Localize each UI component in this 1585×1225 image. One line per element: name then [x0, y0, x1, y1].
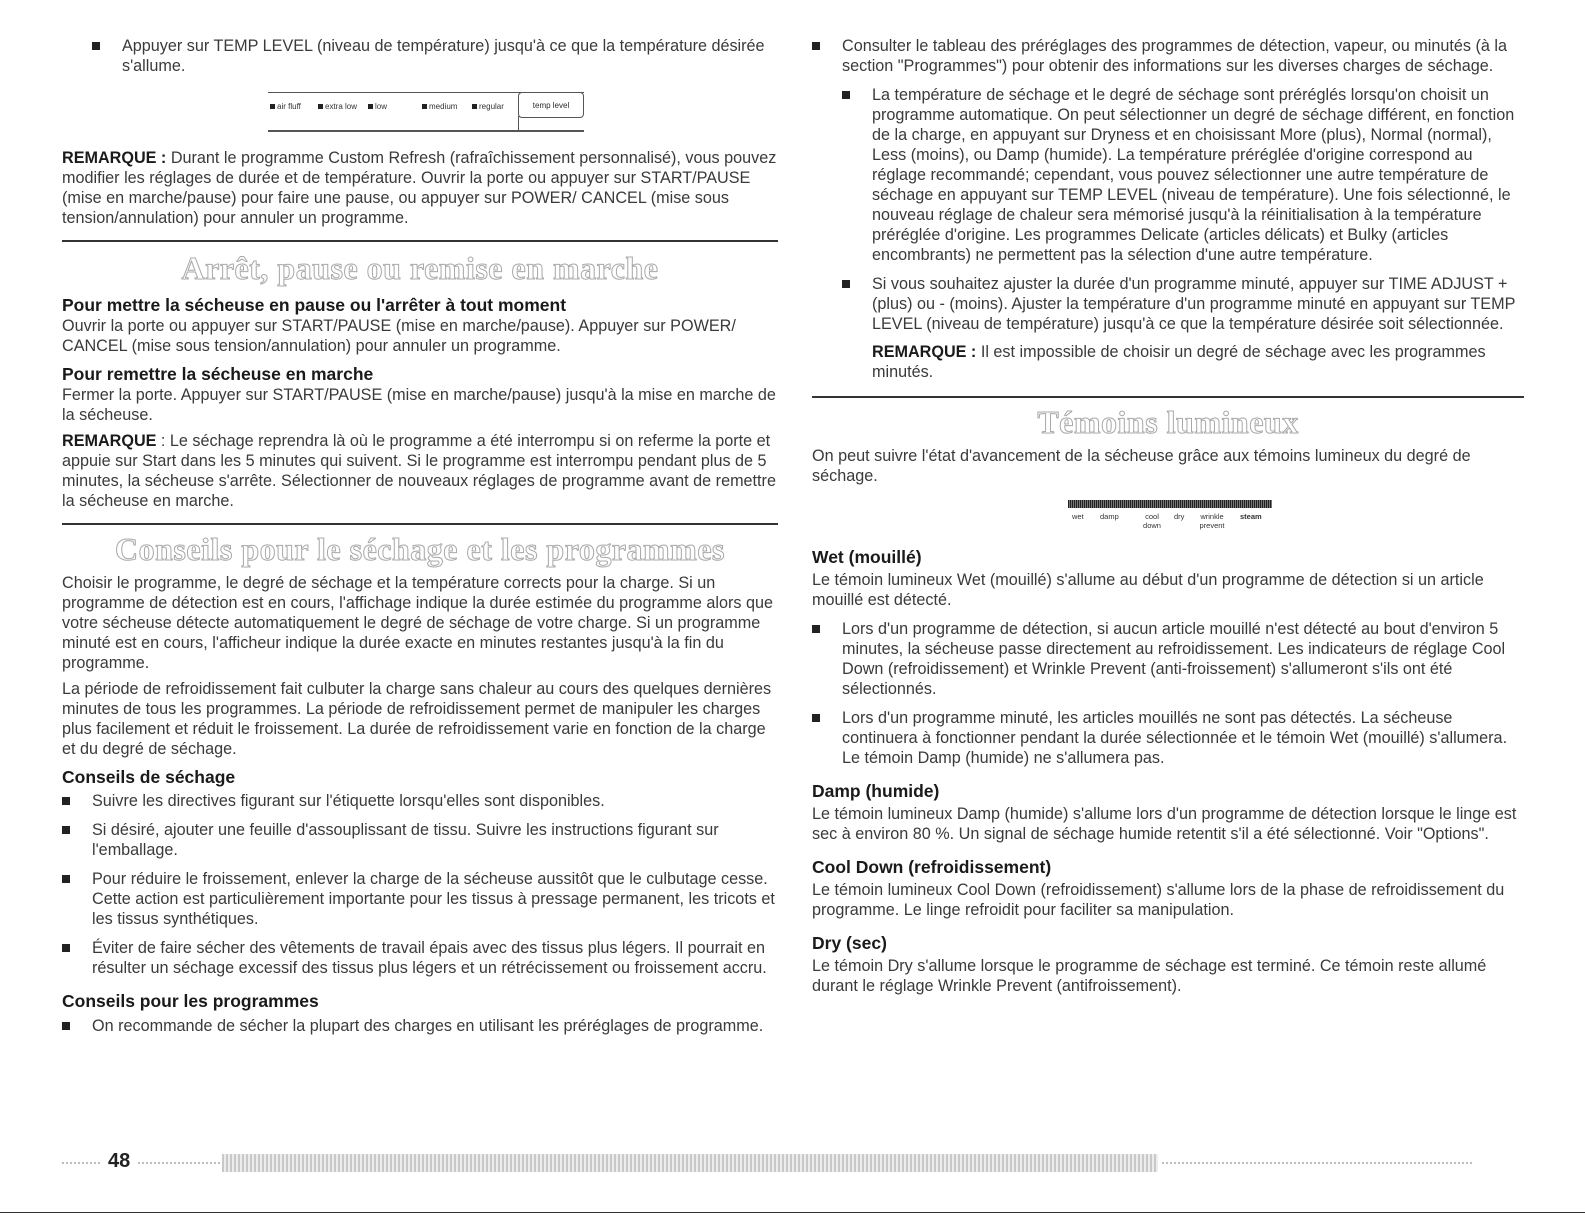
section-title-tips: Conseils pour le séchage et les programmes [115, 531, 725, 567]
section-title-indicators: Témoins lumineux [1037, 404, 1299, 440]
temp-level-button: temp level [518, 92, 584, 118]
page-number: 48 [108, 1150, 131, 1172]
pause-heading: Pour mettre la sécheuse en pause ou l'arrêter à tout moment [62, 295, 567, 315]
tips-intro-paragraph: Choisir le programme, le degré de séchage et la température corrects pour la charge. Si un programme de détection est en cours, l'affichage indique la durée estimée du programme alors que votre sécheuse détecte automatiquement le degré de séchage de votre charge. Si un programme minuté est en cours, l'afficheur indique la durée exacte en minutes restantes jusqu'à la fin du programme. [62, 574, 773, 672]
program-tips-heading: Conseils pour les programmes [62, 991, 319, 1011]
bullet-temp-level: Appuyer sur TEMP LEVEL (niveau de température) jusqu'à ce que la température désirée s'allume. [92, 36, 778, 76]
footer-dotted-rule [1162, 1162, 1472, 1164]
program-tip-item: On recommande de sécher la plupart des charges en utilisant les préréglages de programme. [62, 1016, 778, 1036]
dry-heading: Dry (sec) [812, 933, 887, 953]
status-label-wrinkle-prevent: wrinkle prevent [1199, 512, 1225, 530]
drying-tip-item: Pour réduire le froissement, enlever la charge de la sécheuse aussitôt que le culbutage cesse. Cette action est particulièrement importante pour les tissus à pressage permanent, les tricots et les tissus synthétiques. [62, 869, 778, 929]
panel-bottom-line [268, 130, 584, 132]
pause-text: Ouvrir la porte ou appuyer sur START/PAUSE (mise en marche/pause). Appuyer sur POWER/ CANCEL (mise sous tension/annulation) pour annuler un programme. [62, 317, 736, 355]
remarque-restart [62, 431, 778, 511]
status-label-dry: dry [1174, 512, 1185, 521]
restart-heading: Pour remettre la sécheuse en marche [62, 364, 374, 384]
cooldown-paragraph: La période de refroidissement fait culbuter la charge sans chaleur au cours des quelques dernières minutes de tous les programmes. La période de refroidissement permet de manipuler les charges plus facilement et réduit le froissement. La durée de refroidissement varie en fonction de la charge et du degré de séchage. [62, 680, 772, 758]
panel-button-line [518, 116, 519, 130]
status-label-cool-down: cool down [1143, 512, 1161, 530]
cool-down-heading: Cool Down (refroidissement) [812, 857, 1052, 877]
wet-bullet-item: Lors d'un programme de détection, si aucun article mouillé n'est détecté au bout d'environ 5 minutes, la sécheuse passe directement au refroidissement. Les indicateurs de réglage Cool Down (refroidissement) et Wrinkle Prevent (anti-froissement) s'allumeront s'ils ont été sélectionnés. [812, 619, 1524, 699]
status-label-wet: wet [1072, 512, 1084, 521]
section-title-pause: Arrêt, pause ou remise en marche [181, 250, 659, 286]
footer-shaded-band [222, 1154, 1158, 1172]
bullet-consult-table: Consulter le tableau des préréglages des programmes de détection, vapeur, ou minutés (à la section "Programmes") pour obtenir des informations sur les diverses charges de séchage. [812, 36, 1524, 76]
cool-down-text: Le témoin lumineux Cool Down (refroidissement) s'allume lors de la phase de refroidissement du programme. Le linge refroidit pour faciliter sa manipulation. [812, 881, 1505, 919]
drying-tip-item: Si désiré, ajouter une feuille d'assouplissant de tissu. Suivre les instructions figurant sur l'emballage. [62, 820, 778, 860]
section-divider [812, 396, 1524, 398]
damp-text: Le témoin lumineux Damp (humide) s'allume lors d'un programme de détection lorsque le linge est sec à environ 80 %. Un signal de séchage humide retentit s'il a été sélectionné. Voir "Options". [812, 805, 1517, 843]
status-label-steam: steam [1240, 512, 1262, 521]
page-footer [62, 1150, 1472, 1176]
remarque-text: Il est impossible de choisir un degré de séchage avec les programmes minutés. [872, 343, 1486, 381]
drying-tips-heading: Conseils de séchage [62, 767, 236, 787]
remarque-text: Durant le programme Custom Refresh (rafraîchissement personnalisé), vous pouvez modifier les réglages de durée et de température. Ouvrir la porte ou appuyer sur START/PAUSE (mise en marche/pause) pour faire une pause, ou appuyer sur POWER/ CANCEL (mise sous tension/annulation) pour annuler un programme. [62, 149, 777, 227]
sub-bullet-presets: La température de séchage et le degré de séchage sont préréglés lorsqu'on choisit un programme automatique. On peut sélectionner un degré de séchage différent, en fonction de la charge, en appuyant sur Dryness et en choisissant More (plus), Normal (normal), Less (moins), ou Damp (humide). La température préréglée d'origine correspond au réglage recommandé; cependant, vous pouvez sélectionner une autre température de séchage en appuyant sur TEMP LEVEL (niveau de température). Une fois sélectionné, le nouveau réglage de chaleur sera mémorisé jusqu'à la réinitialisation à la température préréglée d'origine. Les programmes Delicate (articles délicats) et Bulky (articles encombrants) ne permettent pas la sélection d'une autre température. [842, 85, 1524, 265]
drying-tip-item: Suivre les directives figurant sur l'étiquette lorsqu'elles sont disponibles. [62, 791, 778, 811]
dry-text: Le témoin Dry s'allume lorsque le programme de séchage est terminé. Ce témoin reste allumé durant le réglage Wrinkle Prevent (antifroissement). [812, 957, 1487, 995]
temp-label-regular: regular [472, 102, 504, 111]
wet-bullet-item: Lors d'un programme minuté, les articles mouillés ne sont pas détectés. La sécheuse continuera à fonctionner pendant la durée sélectionnée et le témoin Wet (mouillé) s'allumera. Le témoin Damp (humide) ne s'allumera pas. [812, 708, 1524, 768]
remarque-label: REMARQUE : [872, 343, 977, 361]
right-column [812, 36, 1524, 996]
section-divider [62, 523, 778, 525]
damp-heading: Damp (humide) [812, 781, 940, 801]
temp-label-extra-low: extra low [318, 102, 357, 111]
sub-bullet-time-adjust: Si vous souhaitez ajuster la durée d'un programme minuté, appuyer sur TIME ADJUST + (plus) ou - (moins). Ajuster la température d'un programme minuté en appuyant sur TEMP LEVEL (niveau de température) jusqu'à ce que la température désirée soit sélectionnée. [842, 274, 1524, 334]
remarque-label: REMARQUE [62, 432, 157, 450]
remarque-text: : Le séchage reprendra là où le programme a été interrompu si on referme la porte et appuie sur Start dans les 5 minutes qui suivent. Si le programme est interrompu pendant plus de 5 minutes, la sécheuse s'arrête. Sélectionner de nouveaux réglages de programme avant de remettre la sécheuse en marche. [62, 432, 776, 510]
indicators-intro: On peut suivre l'état d'avancement de la sécheuse grâce aux témoins lumineux du degré de séchage. [812, 447, 1471, 485]
temp-label-low: low [368, 102, 387, 111]
section-divider [62, 240, 778, 242]
footer-dotted-rule [62, 1162, 102, 1164]
status-light-bar [1068, 500, 1272, 508]
wet-heading: Wet (mouillé) [812, 547, 922, 567]
drying-tip-item: Éviter de faire sécher des vêtements de travail épais avec des tissus plus légers. Il pourrait en résulter un séchage excessif des tissus plus légers et un rétrécissement ou froissement accru. [62, 938, 778, 978]
temp-level-panel [268, 90, 584, 136]
wet-text: Le témoin lumineux Wet (mouillé) s'allume au début d'un programme de détection si un article mouillé est détecté. [812, 571, 1484, 609]
remarque-timed [872, 342, 1524, 382]
status-indicator-panel [1068, 500, 1272, 540]
remarque-custom-refresh [62, 148, 778, 228]
left-column [62, 36, 778, 1036]
temp-label-air-fluff: air fluff [270, 102, 301, 111]
restart-text: Fermer la porte. Appuyer sur START/PAUSE (mise en marche/pause) jusqu'à la mise en marche de la sécheuse. [62, 386, 776, 424]
footer-dotted-rule [138, 1162, 222, 1164]
page-bottom-line [0, 1212, 1585, 1213]
temp-label-medium: medium [422, 102, 457, 111]
remarque-label: REMARQUE : [62, 149, 167, 167]
status-label-damp: damp [1100, 512, 1119, 521]
